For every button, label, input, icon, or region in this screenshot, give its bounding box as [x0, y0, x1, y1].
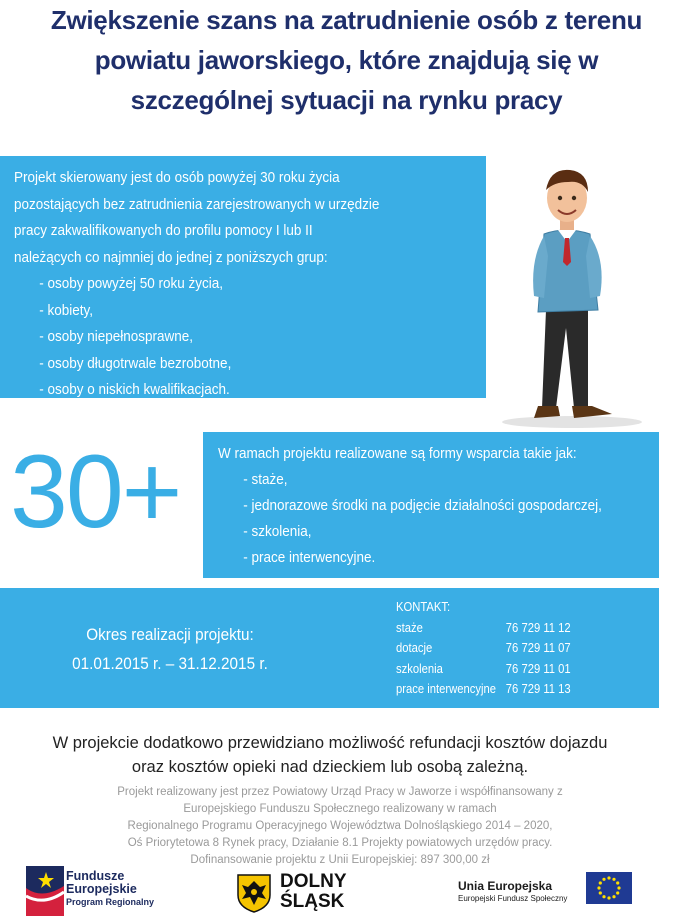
dolny-slask-crest-icon	[236, 873, 272, 913]
title-line: szczególnej sytuacji na rynku pracy	[130, 85, 563, 115]
dolny-slask-logo	[280, 872, 347, 912]
project-period	[53, 620, 287, 678]
contact-row	[396, 638, 571, 659]
contact-label: staże	[396, 620, 423, 635]
contact-row	[396, 618, 571, 639]
title-line: Zwiększenie szans na zatrudnienie osób z terenu	[50, 5, 643, 35]
funding-line: Regionalnego Programu Operacyjnego Województwa Dolnośląskiego 2014 – 2020,	[127, 820, 553, 832]
ds-logo-line: ŚLĄSK	[280, 891, 345, 912]
support-item: - jednorazowe środki na podjęcie działalności gospodarczej,	[243, 497, 602, 514]
target-group-text	[14, 165, 428, 404]
contact-phone: 76 729 11 07	[505, 641, 571, 655]
support-item: - szkolenia,	[243, 523, 312, 540]
support-item: - staże,	[243, 471, 288, 488]
contact-block	[396, 597, 571, 700]
funding-line: Europejskiego Funduszu Społecznego realizowany w ramach	[183, 803, 497, 815]
contact-label: szkolenia	[396, 661, 443, 676]
target-group-intro-line: pracy zakwalifikowanych do profilu pomocy I lub II	[14, 222, 313, 239]
page-title	[0, 0, 693, 120]
fundusze-europejskie-logo	[66, 870, 154, 909]
businessman-illustration	[494, 160, 644, 432]
period-dates: 01.01.2015 r. – 31.12.2015 r.	[72, 654, 268, 673]
ue-logo-line: Europejski Fundusz Społeczny	[458, 894, 568, 903]
target-group-item: - osoby powyżej 50 roku życia,	[39, 275, 224, 292]
contact-phone: 76 729 11 12	[505, 620, 571, 635]
target-group-item: - osoby niepełnosprawne,	[39, 328, 194, 345]
contact-row	[396, 659, 571, 680]
ue-logo-line: Unia Europejska	[458, 879, 553, 893]
contact-phone: 76 729 11 01	[505, 661, 571, 676]
target-group-item: - osoby o niskich kwalifikacjach.	[39, 381, 230, 398]
fe-logo-line: Europejskie	[66, 882, 137, 896]
refund-note-line: W projekcie dodatkowo przewidziano możliwość refundacji kosztów dojazdu	[52, 734, 608, 752]
support-item: - prace interwencyjne.	[243, 549, 376, 566]
target-group-intro-line: należących co najmniej do jednej z poniższych grup:	[14, 248, 328, 266]
refund-note-line: oraz kosztów opieki nad dzieckiem lub osobą zależną.	[131, 758, 529, 776]
contact-label: dotacje	[396, 641, 433, 655]
support-intro: W ramach projektu realizowane są formy wsparcia takie jak:	[218, 445, 577, 462]
funding-line: Dofinansowanie projektu z Unii Europejskiej: 897 300,00 zł	[190, 854, 490, 866]
contact-row	[396, 679, 571, 700]
funding-info	[0, 784, 680, 869]
period-label: Okres realizacji projektu:	[86, 625, 254, 644]
target-group-intro-line: pozostających bez zatrudnienia zarejestrowanych w urzędzie	[14, 195, 380, 213]
eu-flag-icon	[586, 872, 632, 904]
target-group-intro-line: Projekt skierowany jest do osób powyżej 30 roku życia	[14, 169, 340, 186]
contact-phone: 76 729 11 13	[505, 682, 571, 696]
title-line: powiatu jaworskiego, które znajdują się w	[94, 45, 599, 75]
target-group-item: - kobiety,	[39, 301, 93, 319]
fundusze-europejskie-logo-icon	[26, 866, 64, 916]
fe-logo-line: Program Regionalny	[66, 897, 155, 907]
age-badge: 30+	[10, 434, 181, 550]
unia-europejska-logo	[458, 879, 567, 905]
fe-logo-line: Fundusze	[66, 869, 125, 883]
target-group-item: - osoby długotrwale bezrobotne,	[39, 354, 232, 372]
contact-heading: KONTAKT:	[396, 600, 451, 614]
ds-logo-line: DOLNY	[280, 871, 347, 892]
funding-line: Projekt realizowany jest przez Powiatowy Urząd Pracy w Jaworze i współfinansowany z	[117, 786, 563, 798]
contact-label: prace interwencyjne	[396, 682, 497, 696]
funding-line: Oś Priorytetowa 8 Rynek pracy, Działanie 8.1 Projekty powiatowych urzędów pracy.	[127, 837, 553, 849]
refund-note	[0, 731, 660, 779]
support-text	[218, 441, 602, 571]
